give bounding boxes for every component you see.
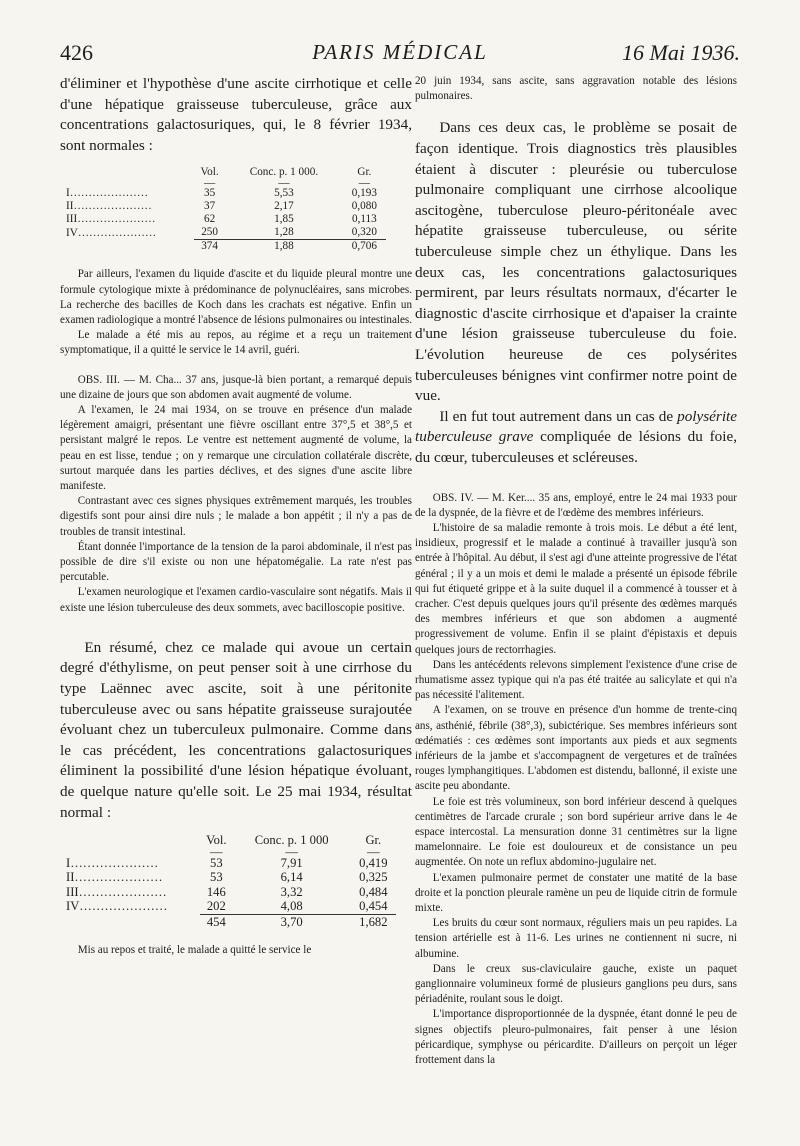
paragraph: d'éliminer et l'hypothèse d'une ascite cirrhotique et celle d'une hépatique graisseuse tuberculeuse, grâce aux concentrations galactosuriques, qui, le 8 février 1934, sont normales : — [60, 75, 412, 154]
paragraph: En résumé, chez ce malade qui avoue un certain degré d'éthylisme, on peut penser soit à une cirrhose du type Laënnec avec ascite, soit à une péritonite tuberculeuse avec ou sans hépatite graisseuse surajoutée évoluant chez un tuberculeux pulmonaire. Comme dans le cas précédent, les concentrations galactosuriques éliminent la possibilité d'une lésion hépatique évoluant, de quelque nature qu'elle soit. Le 25 mai 1934, résultat normal : — [60, 638, 412, 821]
paragraph: Par ailleurs, l'examen du liquide d'ascite et du liquide pleural montre une formule cytologique mixte à prédominance de polynucléaires, sans microbes. La recherche des bacilles de Koch dans les crachats est négative. Enfin un examen radiologique a montré l'absence de lésions pulmonaires ou intestinales. — [60, 268, 412, 326]
table-row: IV………………… 250 1,28 0,320 — [66, 226, 377, 239]
paragraph: L'examen neurologique et l'examen cardio-vasculaire sont négatifs. Mais il existe une lésion tuberculeuse des deux sommets, avec bacilloscopie positive. — [60, 586, 412, 614]
paragraph: Contrastant avec ces signes physiques extrêmement marqués, les troubles digestifs sont pour ainsi dire nuls ; le malade a bon appétit ; il n'y a pas de troubles de transit intestinal. — [60, 495, 412, 538]
issue-date: 16 Mai 1936. — [622, 40, 740, 65]
paragraph: Mis au repos et traité, le malade a quitté le service le — [77, 944, 312, 957]
paragraph: Le foie est très volumineux, son bord inférieur descend à quelques centimètres de l'arcade crurale ; son bord supérieur arrive dans le 4e espace intercostal. La mensuration donne 31 centimètres sur la ligne mamelonnaire. Le foie est douloureux et de consistance un peu augmentée. On note un reflux abdomino-jugulaire net. — [415, 795, 737, 869]
paragraph: L'histoire de sa maladie remonte à trois mois. Le début a été lent, insidieux, progressif et le malade a continué à travailler jusqu'à son entrée à l'hôpital. Au début, il s'est agi d'une atteinte progressive de l'état général ; il y a un mois et demi le malade a présenté un épisode fébrile qui fut étiqueté grippe et à la suite duquel il a commencé à tousser et à cracher. C'est depuis quelques jours qu'il présente des œdèmes marqués des membres inférieurs et que son abdomen a augmenté progressivement de volume. Enfin il se plaint d'épistaxis et depuis quelques jours de rectorrhagies. — [415, 521, 737, 656]
galactosuria-table-1 — [66, 166, 386, 253]
table-row: I………………… 35 5,53 0,193 — [66, 187, 377, 200]
col-header-vol: Vol. — [206, 833, 227, 848]
paragraph: L'examen pulmonaire permet de constater une matité de la base droite et la ponction pleurale ramène un peu de liquide citrin de formule mixte. — [415, 871, 737, 914]
col-header-vol: Vol. — [200, 166, 219, 179]
table-header-row — [66, 166, 386, 179]
table-total-row: 374 1,88 0,706 — [66, 240, 386, 254]
paragraph: A l'examen, le 24 mai 1934, on se trouve en présence d'un malade légèrement amaigri, présentant une fièvre oscillant entre 37°,5 et 38°,5 et persistant malgré le repos. Le ventre est nettement augmenté de volume, la peau en est lisse, tendue ; on y remarque une circulation collatérale discrète, surtout marquée dans les parties déclives, et des signes d'une ascite libre manifeste. — [60, 404, 412, 493]
table-row: II………………… 53 6,14 0,325 — [66, 870, 388, 885]
paragraph: Le malade a été mis au repos, au régime et a reçu un traitement symptomatique, il a quitté le service le 14 avril, guéri. — [60, 329, 412, 357]
paragraph: Dans le creux sus-claviculaire gauche, existe un paquet ganglionnaire volumineux formé de plusieurs ganglions peu durs, sans périadénite, roulant sous le doigt. — [415, 962, 737, 1006]
header-rule-row: — — — — [203, 177, 370, 190]
header-rule-row: — — — — [210, 844, 380, 859]
paragraph: L'importance disproportionnée de la dyspnée, étant donné le peu de signes objectifs pleuro-pulmonaires, fait penser à une lésion péricardique, symphyse ou péricardite. D'ailleurs on perçoit un léger frottement dans la — [415, 1008, 737, 1067]
galactosuria-table-2 — [66, 833, 396, 929]
col-header-gr: Gr. — [357, 166, 372, 179]
observation-heading-paragraph: OBS. III. — M. Cha... 37 ans, jusque-là bien portant, a remarqué depuis une dizaine de jours que son abdomen avait augmenté de volume. — [60, 373, 412, 401]
paragraph: Étant donnée l'importance de la tension de la paroi abdominale, il n'est pas possible de dire s'il existe ou non une hépatomégalie. La rate n'est pas percutable. — [60, 540, 412, 584]
table-row: III………………… 146 3,32 0,484 — [66, 884, 388, 899]
table-row: II………………… 37 2,17 0,080 — [66, 200, 377, 213]
paragraph: A l'examen, on se trouve en présence d'un homme de trente-cinq ans, asthénié, fébrile (38°,3), subictérique. Ses membres inférieurs sont œdématiés : ces œdèmes sont importants aux pieds et aux segments inférieurs de la jambe et s'accompagnent de vergetures et de traînées rouges lymphangitiques. L'abdomen est distendu, ballonné, il existe une ascite peu abondante. — [415, 704, 737, 793]
paragraph: Dans les antécédents relevons simplement l'existence d'une crise de rhumatisme assez typique qui n'a pas été traitée au salicylate et qui n'a pas nécessité l'alitement. — [415, 658, 737, 702]
left-column — [60, 74, 412, 958]
page-header — [60, 40, 740, 68]
col-header-conc: Conc. p. 1 000. — [249, 166, 319, 179]
table-row: IV………………… 202 4,08 0,454 — [66, 899, 388, 914]
paragraph: 20 juin 1934, sans ascite, sans aggravation notable des lésions pulmonaires. — [415, 75, 737, 103]
table-row: III………………… 62 1,85 0,113 — [66, 213, 377, 226]
paragraph: Il en fut tout autrement dans un cas de polysérite tuberculeuse grave compliquée de lésions du foie, du cœur, tuberculeuses et scléreuses. — [415, 407, 737, 466]
paragraph: Dans ces deux cas, le problème se posait de façon identique. Trois diagnostics très plausibles étaient à discuter : pleurésie ou tuberculose pulmonaire compliquant une cirrhose alcoolique ascitogène, tuberculose pleuro-péritonéale avec hépatite graisseuse tuberculeuse, ou sérite tuberculeuse simple chez un éthylique. Dans les deux cas, les concentrations galactosuriques permirent, par leurs résultats normaux, d'écarter le diagnostic d'ascite cirrhosique et d'apaiser la crainte d'une lésion graisseuse tuberculeuse du foie. L'évolution heureuse de ces polysérites tuberculeuses bénignes vint confirmer notre point de vue. — [415, 119, 737, 405]
table-row: I………………… 53 7,91 0,419 — [66, 855, 388, 870]
col-header-conc: Conc. p. 1 000 — [254, 833, 329, 848]
table-header-row — [66, 833, 396, 848]
table-total-row: 454 3,70 1,682 — [66, 914, 396, 929]
emphasis: polysérite tuberculeuse grave — [415, 407, 737, 446]
observation-heading-paragraph: OBS. IV. — M. Ker.... 35 ans, employé, entre le 24 mai 1933 pour de la dyspnée, de la fièvre et de l'œdème des membres inférieurs. — [415, 491, 737, 519]
right-column — [415, 74, 737, 1068]
col-header-gr: Gr. — [365, 833, 382, 848]
page-number: 426 — [60, 40, 93, 65]
journal-title: PARIS MÉDICAL — [312, 40, 488, 64]
paragraph: Les bruits du cœur sont normaux, réguliers mais un peu rapides. La tension artérielle est à 11-6. Les urines ne contiennent ni sucre, ni albumine. — [415, 917, 737, 960]
